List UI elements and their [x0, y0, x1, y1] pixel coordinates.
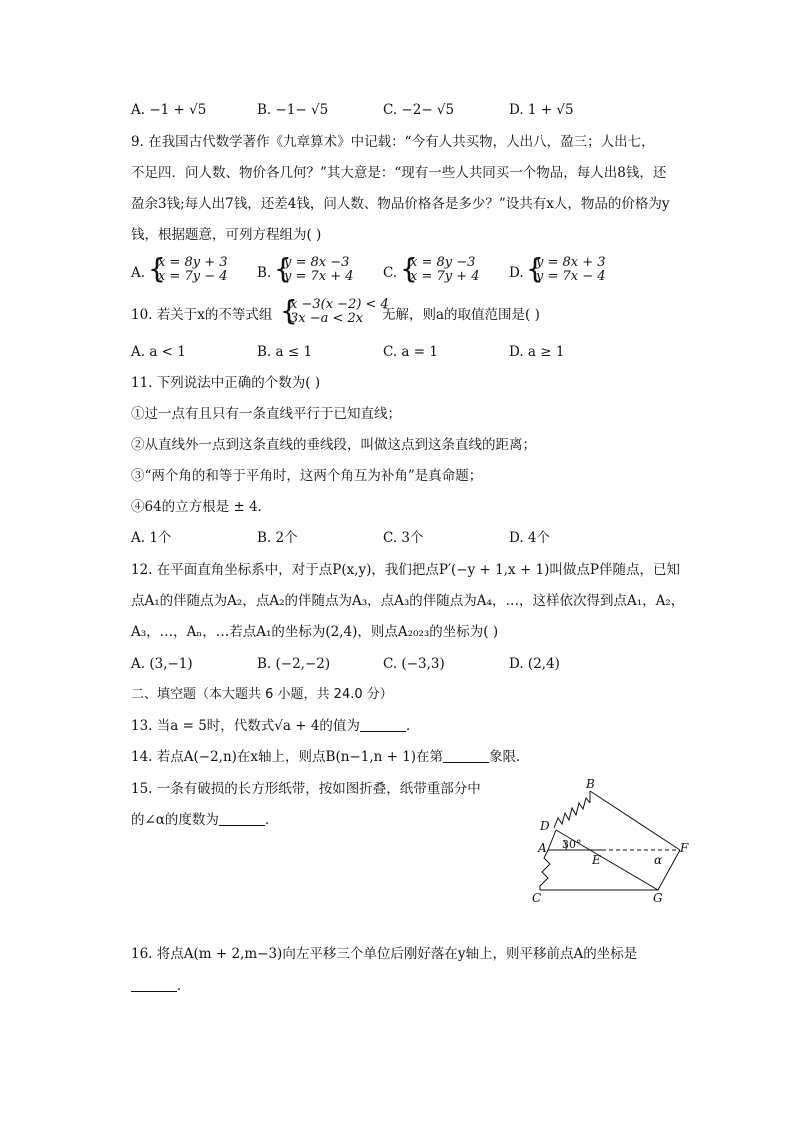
- q13-end: ．: [405, 718, 420, 734]
- q12-option-a: A. (3,−1): [131, 656, 193, 672]
- torn-edge-top: [554, 798, 590, 828]
- section-heading: 二、填空题（本大题共 6 小题，共 24.0 分）: [131, 687, 393, 702]
- q9-d-eq2: y = 7x − 4: [536, 269, 606, 284]
- q8-option-b: B. −1− √5: [257, 102, 329, 118]
- q12-line1: 12. 在平面直角坐标系中，对于点P(x,y)，我们把点P′(−y + 1,x + 1)叫做点P伴随点，已知: [131, 562, 680, 578]
- q10-option-b: B. a ≤ 1: [257, 344, 313, 360]
- q12-option-b: B. (−2,−2): [257, 656, 331, 672]
- q9-option-a-label: A.: [131, 265, 146, 281]
- q16-end: ．: [177, 978, 191, 994]
- edge-ad: [548, 830, 556, 850]
- q12-option-d: D. (2,4): [509, 656, 560, 672]
- q14-text: 14. 若点A(−2,n)在x轴上，则点B(n−1,n + 1)在第: [131, 749, 444, 765]
- q8-option-c: C. −2− √5: [383, 102, 455, 118]
- q15-line2: [131, 810, 278, 830]
- q9-line3: 盈余3钱;每人出7钱，还差4钱，问人数、物品价格各是多少？”设共有x人，物品的价格为y: [131, 196, 670, 212]
- brace-icon: {: [280, 294, 298, 327]
- q10-prefix: 10. 若关于x的不等式组: [131, 307, 273, 323]
- q9-line2: 不足四．问人数、物价各几何？”其大意是：“现有一些人共同买一个物品，每人出8钱，还: [131, 165, 667, 181]
- q12-line2: 点A₁的伴随点为A₂，点A₂的伴随点为A₃，点A₃的伴随点为A₄，…，这样依次得到点A₁，A₂，: [131, 593, 685, 609]
- edge-bf: [590, 791, 680, 850]
- q15-text: 的∠α的度数为: [131, 812, 219, 828]
- q9-line4: 钱，根据题意，可列方程组为( ): [131, 227, 322, 243]
- q12-option-c: C. (−3,3): [383, 656, 445, 672]
- q11-item3: ③“两个角的和等于平角时，这两个角互为补角”是真命题；: [131, 468, 483, 484]
- q9-b-eq1: y = 8x −3: [284, 255, 350, 270]
- q15-line1: 15. 一条有破损的长方形纸带，按如图折叠，纸带重部分中: [131, 781, 481, 797]
- q9-c-eq2: x = 7y + 4: [410, 269, 480, 284]
- answer-blank: [131, 977, 177, 992]
- q11-option-c: C. 3个: [383, 530, 424, 546]
- q10-eq1: x −3(x −2) < 4: [290, 297, 389, 312]
- q11-option-a: A. 1个: [131, 530, 172, 546]
- q12-line3: A₃，…，Aₙ，…若点A₁的坐标为(2,4)，则点A₂₀₂₃的坐标为( ): [131, 624, 499, 640]
- q11-item2: ②从直线外一点到这条直线的垂线段，叫做这点到这条直线的距离；: [131, 437, 536, 453]
- q10-option-c: C. a = 1: [383, 344, 438, 360]
- q10-suffix: 无解，则a的取值范围是( ): [382, 307, 540, 323]
- q11-stem: 11. 下列说法中正确的个数为( ): [131, 375, 321, 391]
- label-e: E: [592, 853, 601, 867]
- q9-a-eq1: x = 8y + 3: [158, 255, 228, 270]
- q9-a-eq2: x = 7y − 4: [158, 269, 228, 284]
- q9-c-eq1: x = 8y −3: [410, 255, 476, 270]
- answer-blank: [443, 748, 489, 763]
- q15-end: ．: [264, 812, 279, 828]
- brace-icon: {: [526, 252, 544, 285]
- q11-item1: ①过一点有且只有一条直线平行于已知直线；: [131, 406, 401, 422]
- label-f: F: [680, 841, 689, 855]
- q9-option-c-label: C.: [383, 265, 398, 281]
- q10-option-d: D. a ≥ 1: [509, 344, 565, 360]
- q14: [131, 747, 530, 767]
- q16-line2: [131, 976, 191, 996]
- label-alpha: α: [654, 853, 663, 867]
- label-g: G: [653, 891, 663, 905]
- q8-option-d: D. 1 + √5: [509, 102, 574, 118]
- answer-blank: [219, 811, 265, 826]
- brace-icon: {: [400, 252, 418, 285]
- brace-icon: {: [274, 252, 292, 285]
- label-b: B: [586, 778, 595, 791]
- label-a: A: [538, 841, 547, 855]
- q9-option-b-label: B.: [257, 265, 272, 281]
- label-angle-30: 30°: [562, 838, 582, 851]
- q10-option-a: A. a < 1: [131, 344, 186, 360]
- q10-eq2: 3x −a < 2x: [290, 311, 364, 326]
- q11-item4: ④64的立方根是 ± 4．: [131, 499, 272, 515]
- label-c: C: [532, 891, 542, 905]
- q8-option-a: A. −1 + √5: [131, 102, 207, 118]
- q13: [131, 716, 419, 736]
- label-d: D: [540, 819, 550, 833]
- brace-icon: {: [148, 252, 166, 285]
- q9-d-eq1: y = 8x + 3: [536, 255, 606, 270]
- q9-line1: 9. 在我国古代数学著作《九章算术》中记载：“今有人共买物，人出八，盈三；人出七，: [131, 134, 655, 150]
- q14-end: 象限．: [489, 749, 530, 765]
- q13-text: 13. 当a = 5时，代数式√a + 4的值为: [131, 718, 360, 734]
- folded-strip-figure: [520, 778, 700, 908]
- q11-option-b: B. 2个: [257, 530, 298, 546]
- q16-line1: 16. 将点A(m + 2,m−3)向左平移三个单位后刚好落在y轴上，则平移前点A的坐标是: [131, 946, 638, 962]
- answer-blank: [360, 717, 406, 732]
- q9-b-eq2: y = 7x + 4: [284, 269, 354, 284]
- q11-option-d: D. 4个: [509, 530, 551, 546]
- q9-option-d-label: D.: [509, 265, 524, 281]
- torn-edge-bottom: [540, 850, 550, 890]
